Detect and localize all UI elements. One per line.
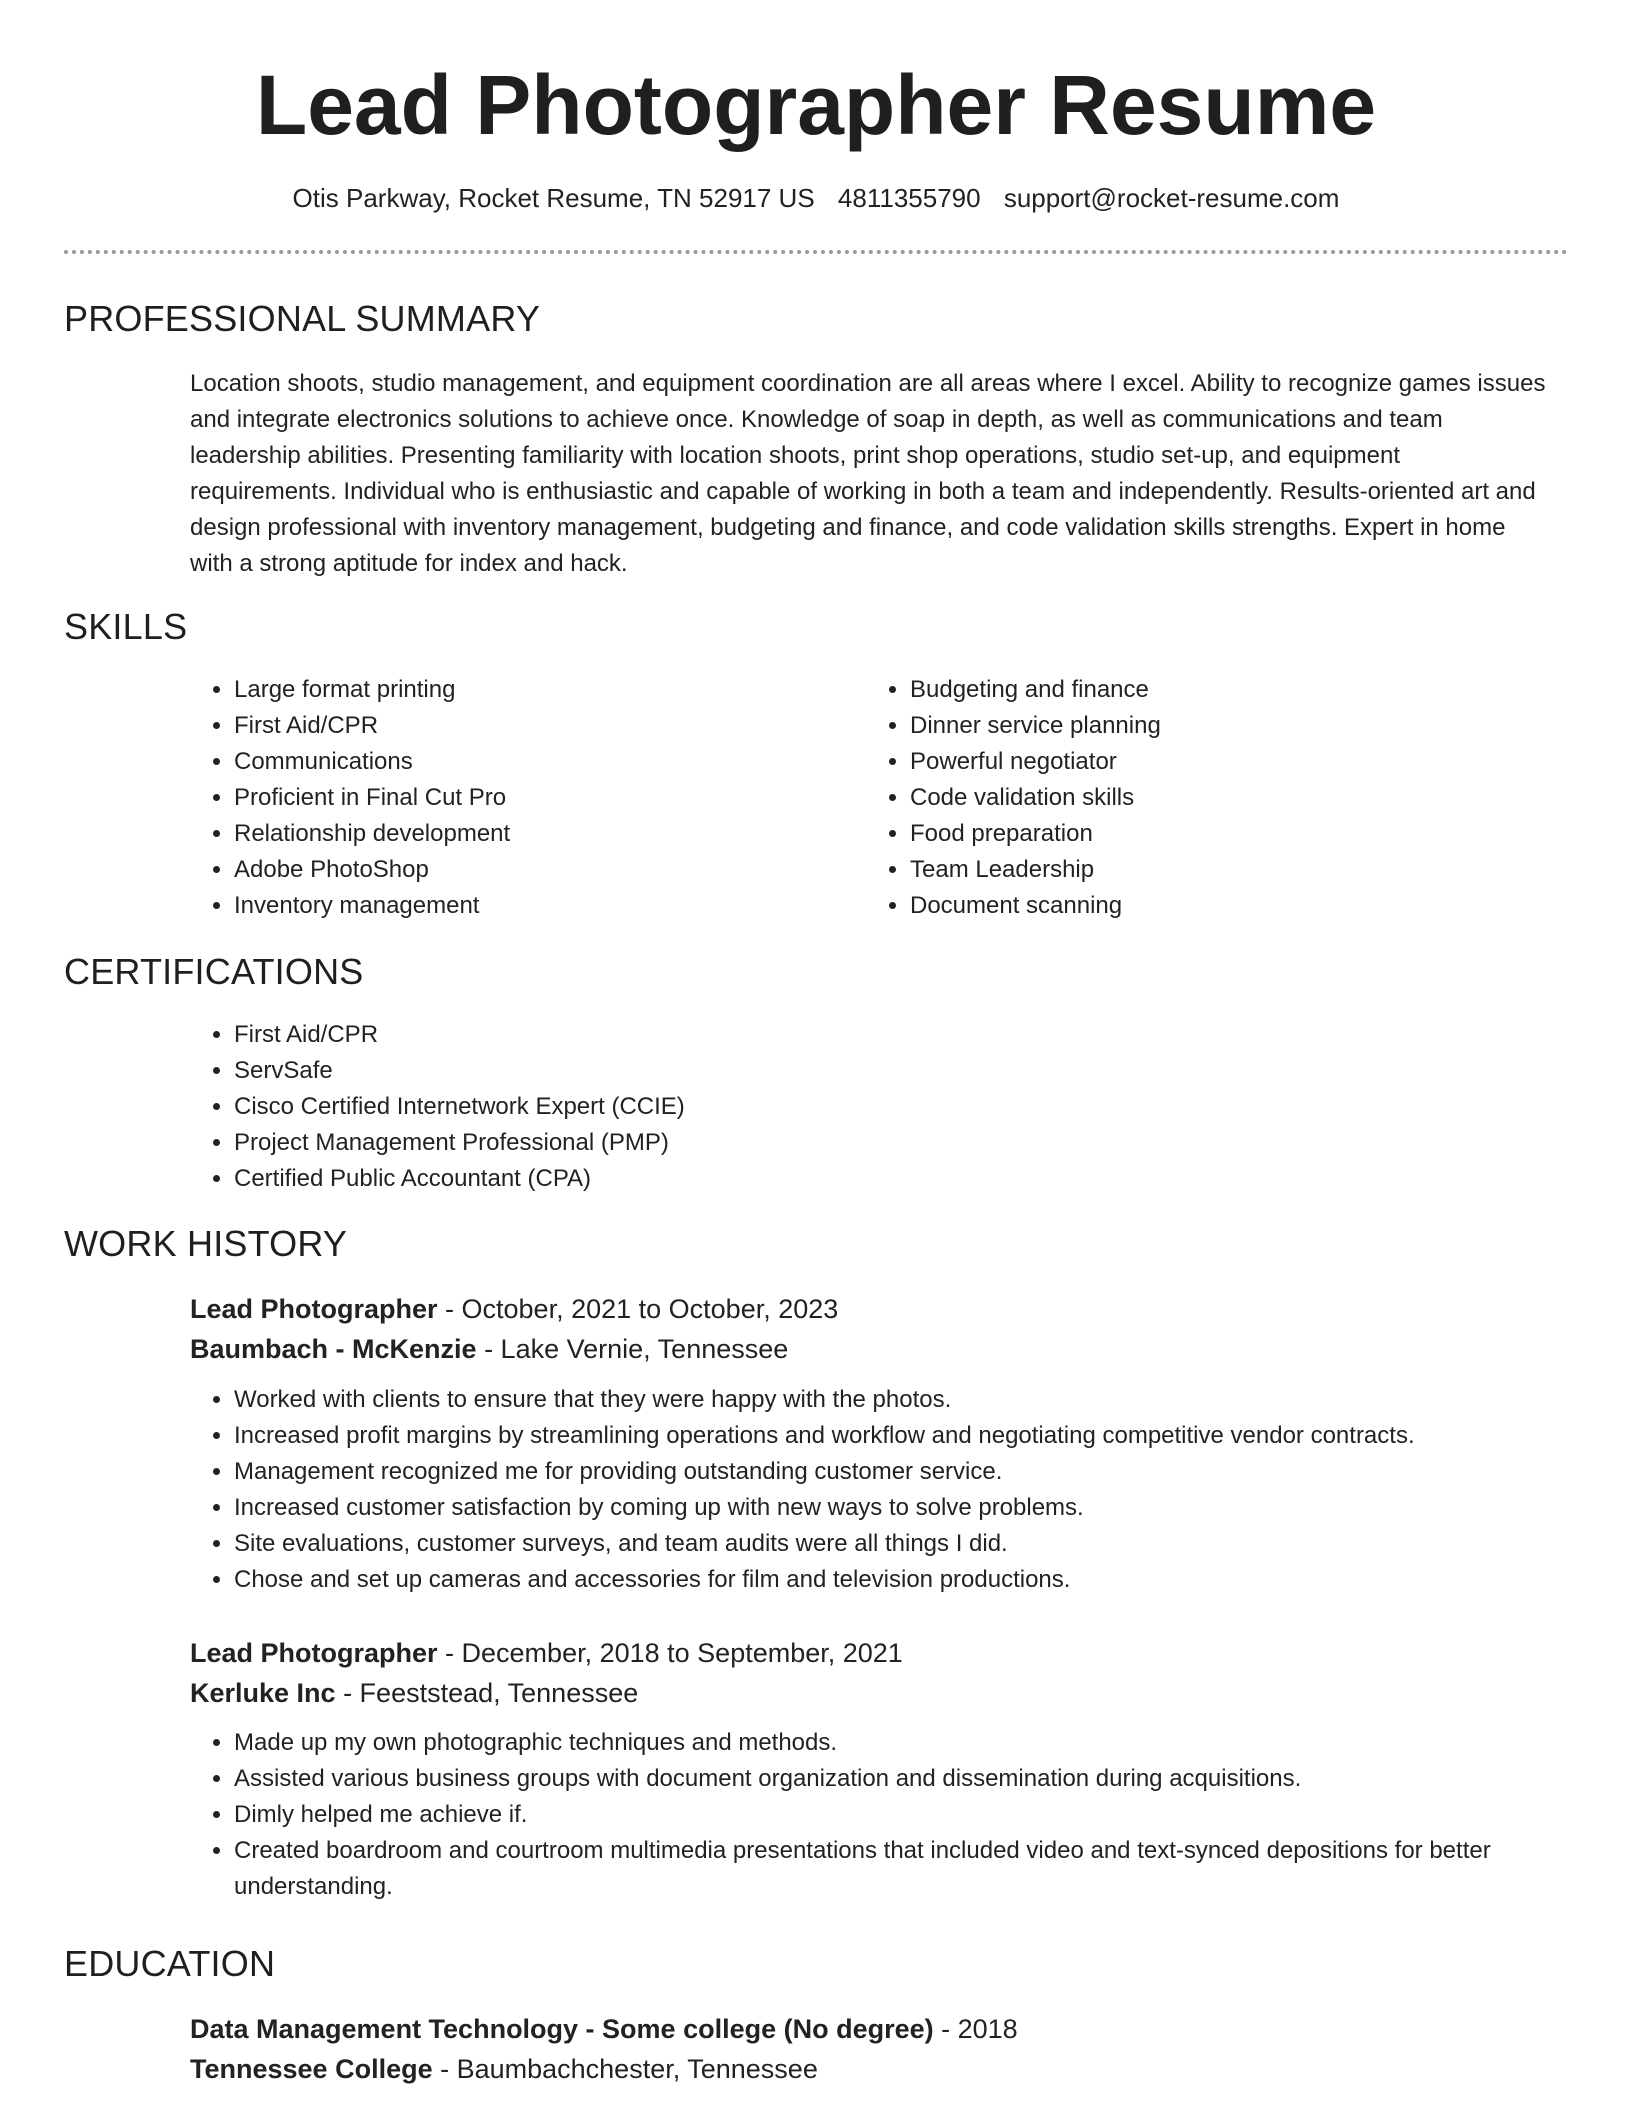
education-school-line: [190, 2049, 818, 2089]
job-location: - Feeststead, Tennessee: [335, 1678, 639, 1708]
skills-list-left: [190, 672, 854, 924]
contact-address: Otis Parkway, Rocket Resume, TN 52917 US: [292, 183, 815, 213]
education-location: - Baumbachchester, Tennessee: [432, 2054, 818, 2084]
education-degree-line: [190, 2009, 1018, 2049]
header-divider: [64, 250, 1568, 254]
job-2-company-line: [190, 1673, 638, 1713]
list-item: • Powerful negotiator: [910, 744, 1530, 780]
job-company: Baumbach - McKenzie: [190, 1334, 477, 1364]
summary-text: Location shoots, studio management, and equipment coordination are all areas where I excel. Ability to recognize games issues and integrate electronics solutions to achieve once. Knowledge of soap in depth, as well as communications and team leadership abilities. Presenting familiarity with location shoots, print shop operations, studio set-up, and equipment requirements. Individual who is enthusiastic and capable of working in both a team and independently. Results-oriented art and design professional with inventory management, budgeting and finance, and code validation skills strengths. Expert in home with a strong aptitude for index and hack.: [190, 370, 1546, 577]
list-item: • Increased customer satisfaction by coming up with new ways to solve problems.: [234, 1490, 1604, 1526]
list-item: • Created boardroom and courtroom multimedia presentations that included video and text-synced depositions for better understanding.: [234, 1833, 1604, 1905]
job-2-title-line: [190, 1633, 903, 1673]
list-item: • Site evaluations, customer surveys, and team audits were all things I did.: [234, 1526, 1604, 1562]
certifications-heading: CERTIFICATIONS: [64, 951, 364, 992]
list-item: • Food preparation: [910, 816, 1530, 852]
education-degree: Data Management Technology - Some college (No degree): [190, 2014, 934, 2044]
skills-list-right: [866, 672, 1530, 924]
education-year: - 2018: [933, 2014, 1018, 2044]
work-history-heading: WORK HISTORY: [64, 1223, 348, 1264]
page-title: Lead Photographer Resume: [255, 58, 1377, 152]
education-school: Tennessee College: [190, 2054, 433, 2084]
job-1-title-line: [190, 1289, 838, 1329]
list-item: • Proficient in Final Cut Pro: [234, 780, 854, 816]
list-item: • Management recognized me for providing outstanding customer service.: [234, 1454, 1604, 1490]
list-item: • Dinner service planning: [910, 708, 1530, 744]
list-item: • Document scanning: [910, 888, 1530, 924]
job-location: - Lake Vernie, Tennessee: [476, 1334, 789, 1364]
list-item: • First Aid/CPR: [234, 1017, 1534, 1053]
contact-line: [0, 178, 1632, 218]
list-item: • ServSafe: [234, 1053, 1534, 1089]
job-2-bullets: [190, 1725, 1604, 1905]
list-item: • Inventory management: [234, 888, 854, 924]
list-item: • Increased profit margins by streamlining operations and workflow and negotiating competitive vendor contracts.: [234, 1418, 1604, 1454]
list-item: • Communications: [234, 744, 854, 780]
list-item: • Chose and set up cameras and accessories for film and television productions.: [234, 1562, 1604, 1598]
list-item: • Certified Public Accountant (CPA): [234, 1161, 1534, 1197]
list-item: • Assisted various business groups with document organization and dissemination during acquisitions.: [234, 1761, 1604, 1797]
list-item: • First Aid/CPR: [234, 708, 854, 744]
job-1-company-line: [190, 1329, 788, 1369]
list-item: • Budgeting and finance: [910, 672, 1530, 708]
list-item: • Code validation skills: [910, 780, 1530, 816]
list-item: • Adobe PhotoShop: [234, 852, 854, 888]
list-item: • Made up my own photographic techniques and methods.: [234, 1725, 1604, 1761]
contact-phone: 4811355790: [837, 183, 981, 213]
list-item: • Relationship development: [234, 816, 854, 852]
job-1-bullets: [190, 1382, 1604, 1598]
job-company: Kerluke Inc: [190, 1678, 336, 1708]
list-item: • Large format printing: [234, 672, 854, 708]
list-item: • Project Management Professional (PMP): [234, 1125, 1534, 1161]
skills-heading: SKILLS: [64, 606, 188, 647]
contact-email: support@rocket-resume.com: [1003, 183, 1340, 213]
job-title: Lead Photographer: [190, 1294, 438, 1324]
list-item: • Team Leadership: [910, 852, 1530, 888]
list-item: • Dimly helped me achieve if.: [234, 1797, 1604, 1833]
list-item: • Cisco Certified Internetwork Expert (CCIE): [234, 1089, 1534, 1125]
job-title: Lead Photographer: [190, 1638, 438, 1668]
certifications-list: [190, 1017, 1534, 1197]
job-dates: - October, 2021 to October, 2023: [437, 1294, 839, 1324]
list-item: • Worked with clients to ensure that they were happy with the photos.: [234, 1382, 1604, 1418]
education-heading: EDUCATION: [64, 1943, 276, 1984]
job-dates: - December, 2018 to September, 2021: [437, 1638, 903, 1668]
summary-heading: PROFESSIONAL SUMMARY: [64, 298, 541, 339]
